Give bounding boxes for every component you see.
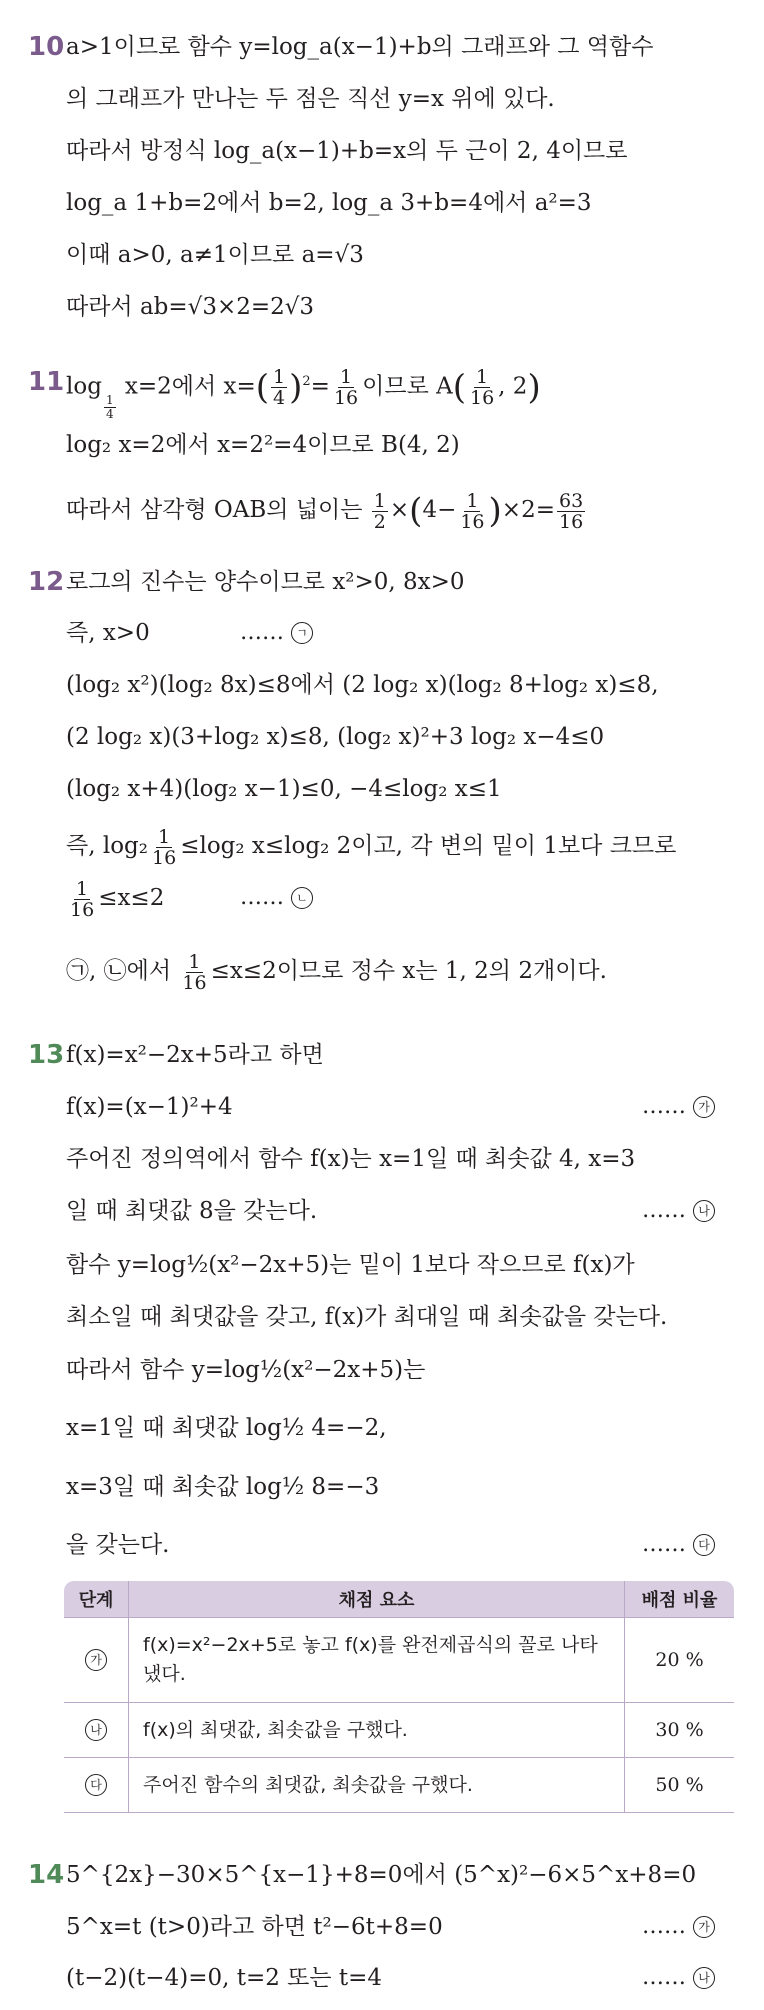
step-ga-icon: 가 xyxy=(85,1649,107,1671)
step-cell xyxy=(64,1618,129,1703)
marker-na-icon: 나 xyxy=(693,1200,715,1222)
header-ratio: 배점 비율 xyxy=(625,1581,735,1618)
scoring-table xyxy=(64,1581,734,1813)
p11-log-text: log xyxy=(66,373,102,400)
p12-l7-text: ≤x≤2 xyxy=(98,885,165,911)
p10-line-5: 이때 a>0, a≠1이므로 a=√3 xyxy=(66,242,364,268)
p13-line-3: 주어진 정의역에서 함수 f(x)는 x=1일 때 최솟값 4, x=3 xyxy=(66,1146,636,1172)
p12-l6-prefix: 즉, log₂ xyxy=(66,833,148,859)
p11-point-a-text: 이므로 A xyxy=(362,373,453,400)
step-da-icon: 다 xyxy=(85,1774,107,1796)
p10-line-2: 의 그래프가 만나는 두 점은 직선 y=x 위에 있다. xyxy=(66,86,555,112)
marker-giyeok-icon: ㄱ xyxy=(291,622,313,644)
pct-cell: 20 % xyxy=(625,1618,735,1703)
p11-line-1: log $\frac{1}{4}$ x=2에서 x=( $\frac{1}{4}$ )$^2$= $\frac{1}{16}$ 이므로 A( $\frac{1}{16}$ , 2) xyxy=(66,366,541,421)
p14-line-1: 5^{2x}−30×5^{x−1}+8=0에서 (5^x)²−6×5^x+8=0 xyxy=(66,1862,697,1888)
p10-line-6: 따라서 ab=√3×2=2√3 xyxy=(66,294,315,320)
desc-cell: f(x)의 최댓값, 최솟값을 구했다. xyxy=(129,1703,625,1758)
p12-line-7: $\frac{1}{16}$ ≤x≤2 xyxy=(70,877,165,921)
p12-l6-suffix: ≤log₂ x≤log₂ 2이고, 각 변의 밑이 1보다 크므로 xyxy=(180,833,677,859)
p12-l8-prefix: ㉠, ㉡에서 xyxy=(66,958,172,984)
pct-cell: 30 % xyxy=(625,1703,735,1758)
p13-line-2: f(x)=(x−1)²+4 xyxy=(66,1094,233,1120)
header-step: 단계 xyxy=(64,1581,129,1618)
problem-number-11: 11 xyxy=(28,367,65,397)
p13-line-6: 최소일 때 최댓값을 갖고, f(x)가 최대일 때 최솟값을 갖는다. xyxy=(66,1304,668,1330)
marker-na-icon: 나 xyxy=(693,1967,715,1989)
p13-line-9: x=3일 때 최솟값 log½ 8=−3 xyxy=(66,1474,380,1500)
marker-da-icon: 다 xyxy=(693,1534,715,1556)
p12-line-5: (log₂ x+4)(log₂ x−1)≤0, −4≤log₂ x≤1 xyxy=(66,776,502,802)
desc-cell: 주어진 함수의 최댓값, 최솟값을 구했다. xyxy=(129,1758,625,1813)
p12-line-2: 즉, x>0 xyxy=(66,620,150,646)
p10-line-1: a>1이므로 함수 y=log_a(x−1)+b의 그래프와 그 역함수 xyxy=(66,34,654,60)
p12-line-1: 로그의 진수는 양수이므로 x²>0, 8x>0 xyxy=(66,569,465,595)
p12-line-8: ㉠, ㉡에서 $\frac{1}{16}$ ≤x≤2이므로 정수 x는 1, 2의 2개이다. xyxy=(66,950,607,994)
p13-line-1: f(x)=x²−2x+5라고 하면 xyxy=(66,1042,324,1068)
p12-line-6: 즉, log₂ $\frac{1}{16}$ ≤log₂ x≤log₂ 2이고, 각 변의 밑이 1보다 크므로 xyxy=(66,825,677,869)
p14-marker-ga: …… 가 xyxy=(642,1912,715,1942)
pct-cell: 50 % xyxy=(625,1758,735,1813)
p13-line-10: 을 갖는다. xyxy=(66,1532,170,1558)
marker-nieun-icon: ㄴ xyxy=(291,887,313,909)
problem-number-12: 12 xyxy=(28,567,65,597)
table-row xyxy=(64,1758,734,1813)
p11-eq-text: x=2에서 x= xyxy=(124,373,256,400)
step-cell xyxy=(64,1703,129,1758)
problem-number-14: 14 xyxy=(28,1860,65,1890)
p14-marker-na: …… 나 xyxy=(642,1963,715,1993)
p12-marker-1: …… ㄱ xyxy=(240,618,313,648)
p13-marker-ga: …… 가 xyxy=(642,1092,715,1122)
p14-line-2: 5^x=t (t>0)라고 하면 t²−6t+8=0 xyxy=(66,1914,443,1940)
p14-line-3: (t−2)(t−4)=0, t=2 또는 t=4 xyxy=(66,1965,383,1991)
p13-line-7: 따라서 함수 y=log½(x²−2x+5)는 xyxy=(66,1357,426,1383)
p12-line-4: (2 log₂ x)(3+log₂ x)≤8, (log₂ x)²+3 log₂ x−4≤0 xyxy=(66,724,605,750)
p10-line-4: log_a 1+b=2에서 b=2, log_a 3+b=4에서 a²=3 xyxy=(66,190,592,216)
p13-marker-na: …… 나 xyxy=(642,1196,715,1226)
p13-line-5: 함수 y=log½(x²−2x+5)는 밑이 1보다 작으므로 f(x)가 xyxy=(66,1252,635,1278)
table-row xyxy=(64,1703,734,1758)
p13-marker-da: …… 다 xyxy=(642,1530,715,1560)
header-element: 채점 요소 xyxy=(129,1581,625,1618)
marker-ga-icon: 가 xyxy=(693,1096,715,1118)
p10-line-3: 따라서 방정식 log_a(x−1)+b=x의 두 근이 2, 4이므로 xyxy=(66,138,628,164)
p12-line-3: (log₂ x²)(log₂ 8x)≤8에서 (2 log₂ x)(log₂ 8+log₂ x)≤8, xyxy=(66,672,659,698)
problem-number-10: 10 xyxy=(28,32,65,62)
p13-line-8: x=1일 때 최댓값 log½ 4=−2, xyxy=(66,1415,387,1441)
step-na-icon: 나 xyxy=(85,1719,107,1741)
p11-line-3: 따라서 삼각형 OAB의 넓이는 $\frac{1}{2}$ ×(4− $\frac{1}{16}$ )×2= $\frac{63}{16}$ xyxy=(66,489,584,533)
p13-line-4: 일 때 최댓값 8을 갖는다. xyxy=(66,1198,318,1224)
problem-number-13: 13 xyxy=(28,1040,65,1070)
p11-area-text: 따라서 삼각형 OAB의 넓이는 xyxy=(66,497,363,523)
p11-line-2: log₂ x=2에서 x=2²=4이므로 B(4, 2) xyxy=(66,432,460,458)
step-cell xyxy=(64,1758,129,1813)
p12-l8-suffix: ≤x≤2이므로 정수 x는 1, 2의 2개이다. xyxy=(210,958,607,984)
table-row xyxy=(64,1618,734,1703)
p12-marker-2: …… ㄴ xyxy=(240,883,313,913)
marker-ga-icon: 가 xyxy=(693,1916,715,1938)
desc-cell: f(x)=x²−2x+5로 놓고 f(x)를 완전제곱식의 꼴로 나타냈다. xyxy=(129,1618,625,1703)
